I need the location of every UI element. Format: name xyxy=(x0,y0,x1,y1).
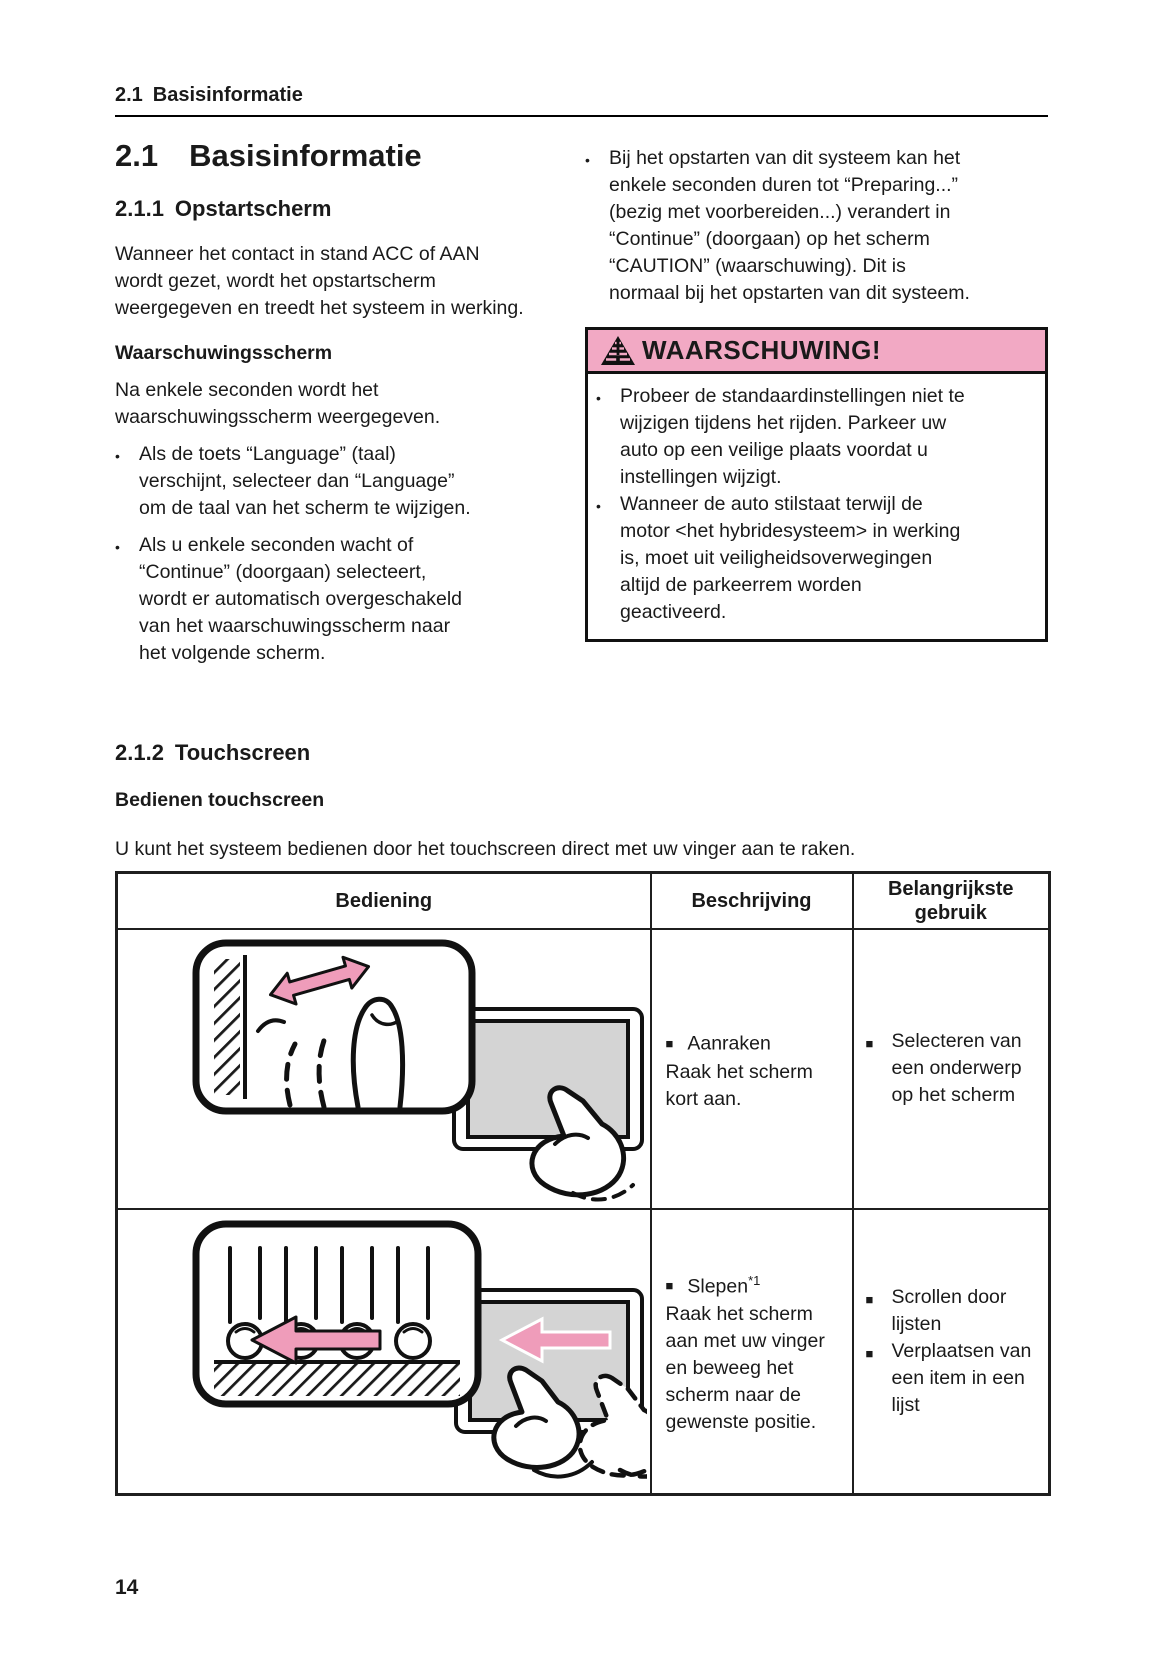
gesture-footnote: *1 xyxy=(748,1272,761,1288)
table-row-aanraken xyxy=(117,929,1050,1209)
bullet-text: Als de toets “Language” (taal) verschijnt, selecteer dan “Language” om de taal van het scherm te wijzigen. xyxy=(139,443,471,519)
table-intro-text: U kunt het systeem bedienen door het touchscreen direct met uw vinger aan te raken. xyxy=(115,838,856,860)
use-text: Selecteren van een onderwerp op het scherm xyxy=(891,1030,1022,1106)
bullet-marker: • xyxy=(115,539,120,555)
opstartscherm-paragraph: Wanneer het contact in stand ACC of AAN wordt gezet, wordt het opstartscherm weergegeven en treedt het systeem in werking. xyxy=(115,243,524,319)
cell-tap-illustration xyxy=(117,929,651,1209)
subheading-waarschuwingsscherm: Waarschuwingsscherm xyxy=(115,342,333,364)
warning-header xyxy=(588,330,1045,374)
table-header-row xyxy=(117,873,1050,929)
gesture-name-line xyxy=(666,1024,838,1059)
gesture-name: Aanraken xyxy=(687,1032,771,1055)
touch-tap-illustration xyxy=(118,931,647,1207)
left-column xyxy=(115,139,555,667)
touch-drag-illustration xyxy=(118,1210,647,1492)
bullet-marker: • xyxy=(585,152,590,168)
col-header-bediening: Bediening xyxy=(117,873,651,929)
cell-drag-uses xyxy=(853,1209,1050,1495)
gesture-name-line xyxy=(666,1267,838,1302)
subheading-bedienen-touchscreen: Bedienen touchscreen xyxy=(115,789,325,811)
col-header-beschrijving: Beschrijving xyxy=(651,873,853,929)
square-bullet: ■ xyxy=(865,1345,874,1361)
use-text: Scrollen door lijsten xyxy=(891,1285,1007,1335)
bullet-item-language xyxy=(115,441,555,522)
page-content xyxy=(115,84,1048,1496)
bullet-marker: • xyxy=(115,448,120,464)
use-text: Verplaatsen van een item in een lijst xyxy=(891,1339,1032,1416)
warning-bullet-2 xyxy=(596,491,1035,626)
page-title: 2.1 Basisinformatie xyxy=(115,138,422,173)
use-item xyxy=(866,1338,1039,1419)
warning-bullet-text: Probeer de standaardinstellingen niet te wijzigen tijdens het rijden. Parkeer uw auto op een veilige plaats voordat u instellingen wijzigt. xyxy=(620,385,965,488)
gesture-description: Raak het scherm kort aan. xyxy=(665,1060,813,1110)
bullet-item-continue xyxy=(115,532,555,667)
bullet-item-startup xyxy=(585,145,1048,307)
section-heading-touchscreen: 2.1.2 Touchscreen xyxy=(115,740,311,765)
cell-tap-uses xyxy=(853,929,1050,1209)
floor-hatch xyxy=(214,1362,460,1396)
square-bullet: ■ xyxy=(665,1278,674,1293)
gesture-table xyxy=(115,871,1051,1496)
bullet-text: Bij het opstarten van dit systeem kan het enkele seconden duren tot “Preparing...” (bezig met voorbereiden...) verandert in “Continue” (doorgaan) op het scherm “CAUTION” (waarschuwing). Dit is normaal bij het opstarten van dit systeem. xyxy=(609,147,970,304)
gesture-description: Raak het scherm aan met uw vinger en beweeg het scherm naar de gewenste positie. xyxy=(665,1303,825,1433)
use-item xyxy=(866,1028,1039,1109)
bullet-text: Als u enkele seconden wacht of “Continue” (doorgaan) selecteert, wordt er automatisch overgeschakeld van het waarschuwingsscherm naar het volgende scherm. xyxy=(139,534,462,664)
use-item xyxy=(866,1284,1039,1338)
cell-drag-description xyxy=(651,1209,853,1495)
square-bullet: ■ xyxy=(865,1036,874,1051)
warning-bullet-1 xyxy=(596,383,1035,491)
running-header: 2.1 Basisinformatie xyxy=(115,84,303,106)
wall-hatch xyxy=(214,959,240,1095)
cell-drag-illustration xyxy=(117,1209,651,1495)
warning-box xyxy=(585,327,1048,642)
col-header-belangrijkste-gebruik: Belangrijkste gebruik xyxy=(853,873,1050,929)
warning-bullet-text: Wanneer de auto stilstaat terwijl de motor <het hybridesysteem> in werking is, moet uit veiligheidsoverwegingen altijd de parkeerrem worden geactiveerd. xyxy=(620,493,961,623)
square-bullet: ■ xyxy=(865,1291,874,1307)
gesture-name: Slepen xyxy=(687,1275,749,1297)
bullet-marker: • xyxy=(596,498,601,514)
waarschuwingsscherm-paragraph: Na enkele seconden wordt het waarschuwingsscherm weergegeven. xyxy=(115,379,441,428)
two-column-area xyxy=(115,139,1048,695)
header-rule xyxy=(115,115,1048,117)
cell-tap-description xyxy=(651,929,853,1209)
page-number: 14 xyxy=(115,1576,139,1599)
square-bullet: ■ xyxy=(665,1035,674,1051)
section-heading-opstartscherm: 2.1.1 Opstartscherm xyxy=(115,196,332,221)
right-column xyxy=(585,139,1048,642)
tablet-screen xyxy=(454,1009,642,1149)
callout-bubble xyxy=(196,943,472,1111)
table-row-slepen xyxy=(117,1209,1050,1495)
warning-triangle-icon xyxy=(600,335,636,366)
callout-bubble xyxy=(196,1224,478,1404)
bullet-marker: • xyxy=(596,390,601,406)
warning-body xyxy=(588,374,1045,639)
warning-title: WAARSCHUWING! xyxy=(642,335,882,365)
